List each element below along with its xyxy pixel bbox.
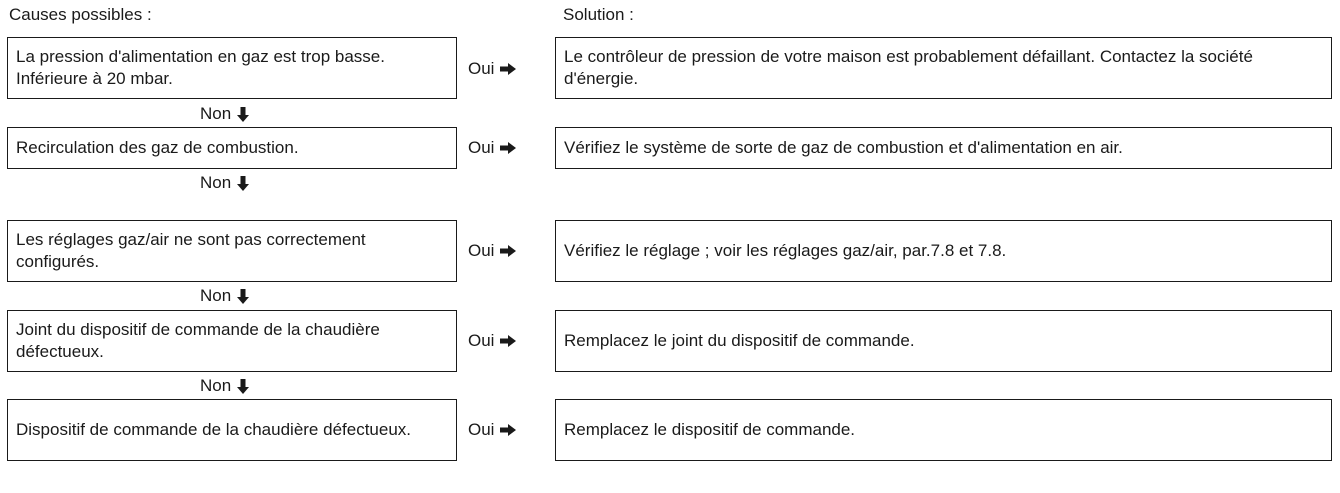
solution-box [555,399,1332,461]
solution-header: Solution : [563,5,634,24]
yes-label: Oui [468,331,495,350]
solution-box [555,220,1332,282]
cause-box [7,37,457,99]
solution-text: Vérifiez le réglage ; voir les réglages gaz/air, par.7.8 et 7.8. [564,241,1007,260]
solution-text: Remplacez le dispositif de commande. [564,420,856,439]
yes-label: Oui [468,420,495,439]
solution-text: Vérifiez le système de sorte de gaz de combustion et d'alimentation en air. [564,138,1123,157]
cause-text: Recirculation des gaz de combustion. [16,138,299,157]
yes-label: Oui [468,241,495,260]
cause-text: La pression d'alimentation en gaz est trop basse. Inférieure à 20 mbar. [16,47,385,88]
yes-connector [468,137,548,159]
yes-label: Oui [468,59,495,78]
solution-text: Remplacez le joint du dispositif de commande. [564,331,915,350]
arrow-down-icon [237,289,249,304]
cause-box [7,127,457,169]
arrow-down-icon [237,379,249,394]
yes-connector [468,330,548,352]
no-label: Non [200,376,232,395]
cause-text: Joint du dispositif de commande de la chaudière défectueux. [16,320,380,361]
no-connector [200,285,249,307]
arrow-right-icon [500,335,516,347]
solution-text: Le contrôleur de pression de votre maison est probablement défaillant. Contactez la société d'énergie. [564,47,1253,88]
causes-header: Causes possibles : [9,5,152,24]
solution-box [555,37,1332,99]
solution-box [555,127,1332,169]
arrow-down-icon [237,107,249,122]
no-connector [200,172,249,194]
arrow-down-icon [237,176,249,191]
no-label: Non [200,104,232,123]
no-label: Non [200,173,232,192]
cause-text: Dispositif de commande de la chaudière défectueux. [16,420,412,439]
cause-box [7,220,457,282]
arrow-right-icon [500,142,516,154]
no-connector [200,103,249,125]
cause-text: Les réglages gaz/air ne sont pas correctement configurés. [16,230,366,271]
cause-box [7,310,457,372]
yes-connector [468,419,548,441]
no-label: Non [200,286,232,305]
arrow-right-icon [500,424,516,436]
no-connector [200,375,249,397]
arrow-right-icon [500,63,516,75]
yes-connector [468,58,548,80]
yes-label: Oui [468,138,495,157]
cause-box [7,399,457,461]
solution-box [555,310,1332,372]
yes-connector [468,240,548,262]
arrow-right-icon [500,245,516,257]
